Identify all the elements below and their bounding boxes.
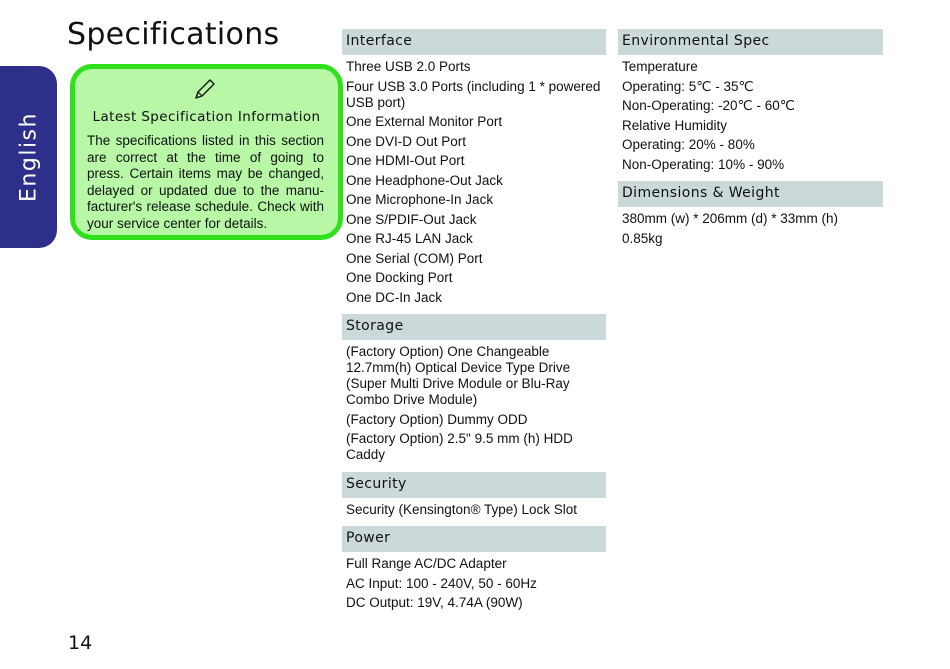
spec-item: Three USB 2.0 Ports bbox=[346, 59, 471, 74]
language-tab bbox=[0, 66, 57, 248]
column-left bbox=[342, 29, 606, 620]
spec-item: One DC-In Jack bbox=[346, 289, 443, 305]
spec-item: (Factory Option) 2.5" 9.5 mm (h) HDD Caddy bbox=[346, 431, 573, 462]
spec-item: One DVI-D Out Port bbox=[346, 133, 467, 149]
section-items bbox=[342, 340, 606, 472]
section-header: Security bbox=[342, 472, 606, 498]
spec-item: Four USB 3.0 Ports (including 1 * powered USB port) bbox=[346, 78, 601, 110]
section-environmental bbox=[618, 29, 883, 181]
spec-item: One Headphone-Out Jack bbox=[346, 172, 503, 188]
spec-item: 380mm (w) * 206mm (d) * 33mm (h) bbox=[622, 211, 839, 226]
section-interface bbox=[342, 29, 606, 314]
page-title: Specifications bbox=[67, 17, 280, 52]
spec-item: Non-Operating: 10% - 90% bbox=[622, 156, 785, 172]
spec-item: Operating: 20% - 80% bbox=[622, 137, 755, 152]
spec-item: 0.85kg bbox=[622, 230, 663, 246]
section-header: Storage bbox=[342, 314, 606, 340]
spec-item: Temperature bbox=[622, 59, 698, 74]
spec-item: One S/PDIF-Out Jack bbox=[346, 211, 477, 227]
spec-item: Security (Kensington® Type) Lock Slot bbox=[346, 501, 578, 517]
spec-item: One Microphone-In Jack bbox=[346, 192, 494, 207]
spec-item: Non-Operating: -20℃ - 60℃ bbox=[622, 98, 795, 113]
spec-item: One External Monitor Port bbox=[346, 114, 503, 129]
note-heading: Latest Specification Information bbox=[92, 109, 321, 125]
section-power bbox=[342, 526, 606, 620]
column-right bbox=[618, 29, 883, 255]
section-items bbox=[342, 552, 606, 620]
spec-item: One HDMI-Out Port bbox=[346, 153, 465, 168]
section-header: Dimensions & Weight bbox=[618, 181, 883, 207]
spec-item: (Factory Option) Dummy ODD bbox=[346, 411, 528, 427]
spec-item: Full Range AC/DC Adapter bbox=[346, 556, 507, 571]
spec-item: DC Output: 19V, 4.74A (90W) bbox=[346, 595, 523, 610]
pencil-icon bbox=[192, 78, 216, 102]
section-items bbox=[342, 55, 606, 314]
language-tab-label: English bbox=[16, 112, 41, 202]
spec-item: One Docking Port bbox=[346, 270, 453, 285]
spec-item: One RJ-45 LAN Jack bbox=[346, 231, 473, 246]
section-storage bbox=[342, 314, 606, 472]
section-items bbox=[618, 55, 883, 181]
info-note-box bbox=[70, 64, 343, 240]
section-items bbox=[342, 498, 606, 527]
section-items bbox=[618, 207, 883, 255]
spec-item: Relative Humidity bbox=[622, 117, 728, 133]
section-header: Interface bbox=[342, 29, 606, 55]
spec-item: One Serial (COM) Port bbox=[346, 250, 483, 266]
spec-item: AC Input: 100 - 240V, 50 - 60Hz bbox=[346, 575, 537, 591]
note-body: The specifications listed in this section are correct at the time of going to press. Certain items may be changed, delayed or updated due to the manu-facturer's release schedule. Check with your service center for details. bbox=[87, 133, 324, 231]
section-dimensions bbox=[618, 181, 883, 255]
section-header: Environmental Spec bbox=[618, 29, 883, 55]
section-security bbox=[342, 472, 606, 527]
spec-item: Operating: 5℃ - 35℃ bbox=[622, 78, 754, 94]
section-header: Power bbox=[342, 526, 606, 552]
spec-item: (Factory Option) One Changeable 12.7mm(h) Optical Device Type Drive (Super Multi Drive Module or Blu-Ray Combo Drive Module) bbox=[346, 344, 571, 407]
page-number: 14 bbox=[68, 632, 93, 654]
